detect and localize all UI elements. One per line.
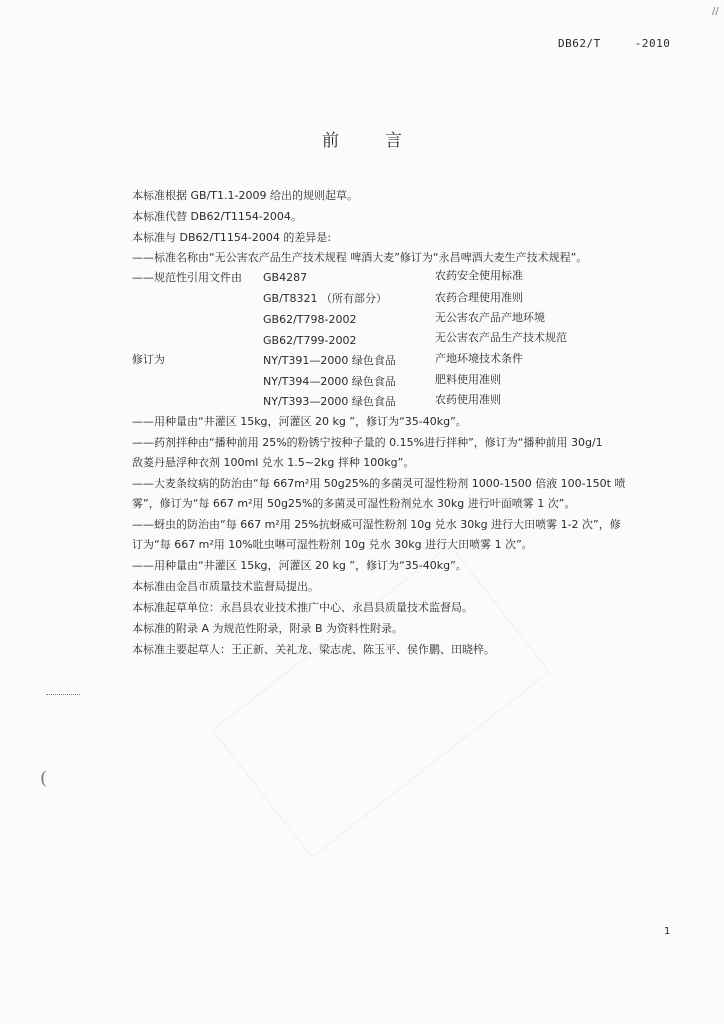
ref-code: NY/T394—2000 绿色食品 (263, 375, 396, 388)
ref-code: GB/T8321 （所有部分） (263, 292, 387, 305)
ref-title: 农药合理使用准则 (435, 291, 523, 304)
ref-code: GB4287 (263, 271, 308, 284)
change-line: ——药剂拌种由“播种前用 25%的粉锈宁按种子量的 0.15%进行拌种”，修订为“播种前用 30g/1 (132, 436, 603, 449)
change-line: 订为“每 667 m²用 10%吡虫啉可湿性粉剂 10g 兑水 30kg 进行大田喷雾 1 次”。 (132, 538, 533, 551)
normative-refs-label-before: ——规范性引用文件由 (132, 271, 242, 284)
page-title: 前言 (322, 131, 448, 151)
intro-line: ——标准名称由“无公害农产品生产技术规程 啤酒大麦”修订为“永昌啤酒大麦生产技术规程”。 (132, 251, 588, 264)
page-number: 1 (664, 926, 671, 937)
ref-title: 农药使用准则 (435, 393, 501, 406)
standard-code-header (558, 37, 670, 50)
closing-line: 本标准起草单位：永昌县农业技术推广中心、永昌县质量技术监督局。 (132, 601, 473, 614)
closing-line: 本标准主要起草人：王正新、关礼龙、梁志虎、陈玉平、侯作鹏、田晓梓。 (132, 643, 495, 656)
ref-title: 无公害农产品生产技术规范 (435, 331, 567, 344)
ref-title: 产地环境技术条件 (435, 352, 523, 365)
change-line: ——用种量由“井灌区 15kg，河灌区 20 kg ”，修订为“35-40kg”。 (132, 559, 467, 572)
closing-line: 本标准由金昌市质量技术监督局提出。 (132, 580, 319, 593)
ref-code: NY/T391—2000 绿色食品 (263, 354, 396, 367)
change-line: ——蚜虫的防治由“每 667 m²用 25%抗蚜威可湿性粉剂 10g 兑水 30kg 进行大田喷雾 1-2 次”，修 (132, 518, 621, 531)
scan-artifact-dash (46, 694, 80, 696)
intro-line: 本标准根据 GB/T1.1-2009 给出的规则起草。 (132, 189, 358, 202)
ref-code: NY/T393—2000 绿色食品 (263, 395, 396, 408)
change-line: ——用种量由“井灌区 15kg，河灌区 20 kg ”，修订为“35-40kg”。 (132, 415, 467, 428)
scan-artifact-paren: ( (40, 768, 48, 789)
change-line: 雾”，修订为“每 667 m²用 50g25%的多菌灵可湿性粉剂兑水 30kg 进行叶面喷雾 1 次”。 (132, 497, 576, 510)
standard-code-year: -2010 (634, 37, 671, 50)
intro-line: 本标准与 DB62/T1154-2004 的差异是: (132, 231, 332, 244)
closing-line: 本标准的附录 A 为规范性附录，附录 B 为资料性附录。 (132, 622, 404, 635)
ref-title: 农药安全使用标准 (435, 269, 523, 282)
standard-code-prefix: DB62/T (558, 37, 601, 50)
normative-refs-label-after: 修订为 (132, 353, 165, 366)
ref-code: GB62/T798-2002 (263, 313, 357, 326)
change-line: ——大麦条纹病的防治由“每 667m²用 50g25%的多菌灵可湿性粉剂 1000-1500 倍液 100-150t 喷 (132, 477, 626, 490)
ref-title: 肥料使用准则 (435, 373, 501, 386)
change-line: 敌菱丹悬浮种衣剂 100ml 兑水 1.5~2kg 拌种 100kg”。 (132, 456, 415, 469)
intro-line: 本标准代替 DB62/T1154-2004。 (132, 210, 302, 223)
corner-mark: // (712, 6, 719, 17)
ref-title: 无公害农产品产地环境 (435, 311, 545, 324)
ref-code: GB62/T799-2002 (263, 334, 357, 347)
